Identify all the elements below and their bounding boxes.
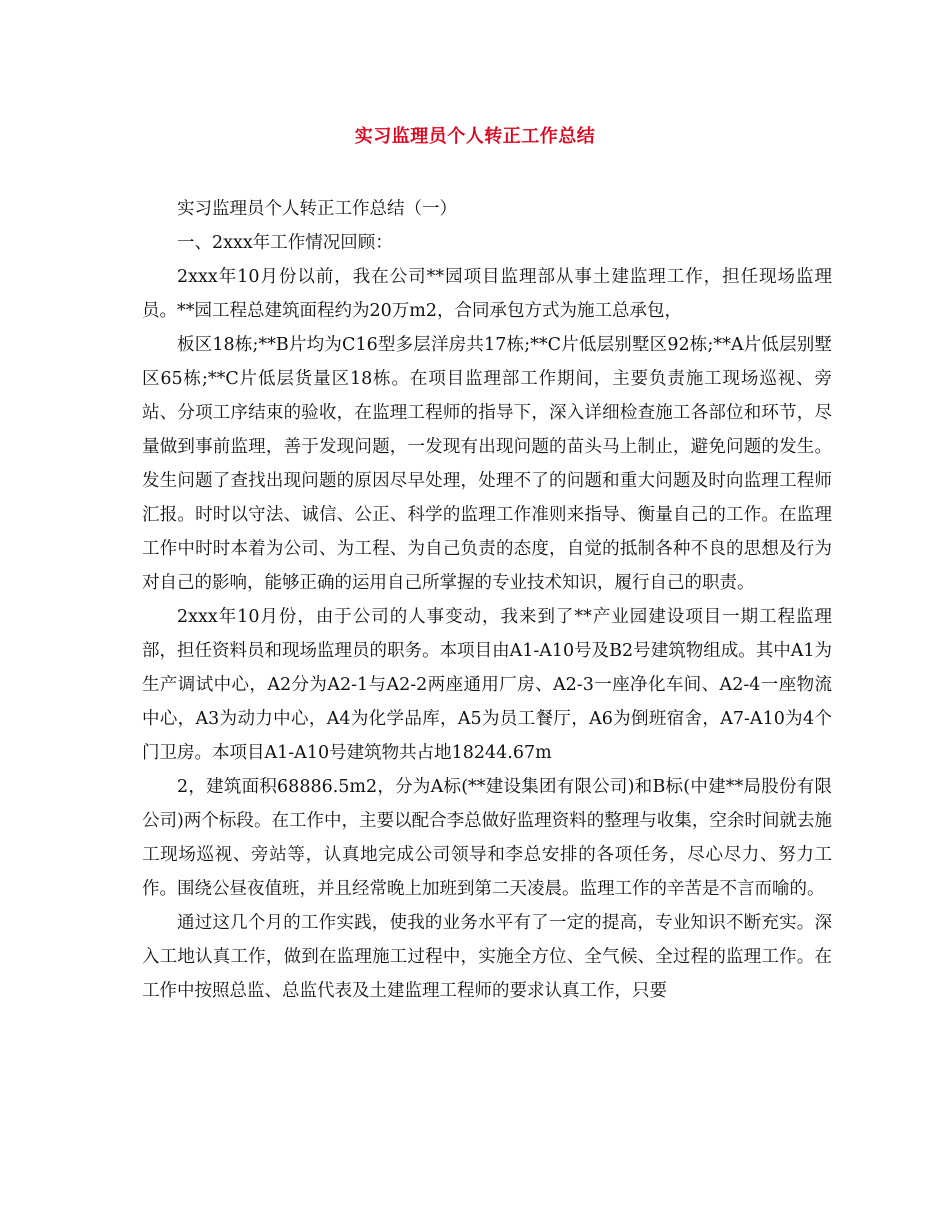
paragraph: 2xxx年10月份，由于公司的人事变动，我来到了**产业园建设项目一期工程监理部，担任资料员和现场监理员的职务。本项目由A1-A10号及B2号建筑物组成。其中A1为生产调试中心，A2分为A2-1与A2-2两座通用厂房、A2-3一座净化车间、A2-4一座物流中心，A3为动力中心，A4为化学品库，A5为员工餐厅，A6为倒班宿舍，A7-A10为4个门卫房。本项目A1-A10号建筑物共占地18244.67m: [142, 607, 832, 763]
document-title: 实习监理员个人转正工作总结: [354, 126, 596, 147]
paragraph: 2xxx年10月份以前，我在公司**园项目监理部从事土建监理工作，担任现场监理员。**园工程总建筑面程约为20万m2，合同承包方式为施工总承包，: [142, 267, 832, 321]
paragraph-section-heading: 一、2xxx年工作情况回顾：: [177, 233, 393, 253]
paragraph-subtitle: 实习监理员个人转正工作总结（一）: [177, 199, 457, 219]
paragraph: 板区18栋;**B片均为C16型多层洋房共17栋;**C片低层别墅区92栋;**A片低层别墅区65栋;**C片低层货量区18栋。在项目监理部工作期间，主要负责施工现场巡视、旁站、分项工序结束的验收，在监理工程师的指导下，深入详细检查施工各部位和环节，尽量做到事前监理，善于发现问题，一发现有出现问题的苗头马上制止，避免问题的发生。发生问题了查找出现问题的原因尽早处理，处理不了的问题和重大问题及时向监理工程师汇报。时时以守法、诚信、公正、科学的监理工作准则来指导、衡量自己的工作。在监理工作中时时本着为公司、为工程、为自己负责的态度，自觉的抵制各种不良的思想及行为对自己的影响，能够正确的运用自己所掌握的专业技术知识，履行自己的职责。: [142, 335, 832, 593]
paragraph: 通过这几个月的工作实践，使我的业务水平有了一定的提高，专业知识不断充实。深入工地认真工作，做到在监理施工过程中，实施全方位、全气候、全过程的监理工作。在工作中按照总监、总监代表及土建监理工程师的要求认真工作，只要: [142, 913, 832, 1001]
document-body: [142, 192, 832, 1008]
paragraph: 2，建筑面积68886.5m2，分为A标(**建设集团有限公司)和B标(中建**局股份有限公司)两个标段。在工作中，主要以配合李总做好监理资料的整理与收集，空余时间就去施工现场巡视、旁站等，认真地完成公司领导和李总安排的各项任务，尽心尽力、努力工作。围绕公昼夜值班，并且经常晚上加班到第二天凌晨。监理工作的辛苦是不言而喻的。: [142, 777, 832, 899]
